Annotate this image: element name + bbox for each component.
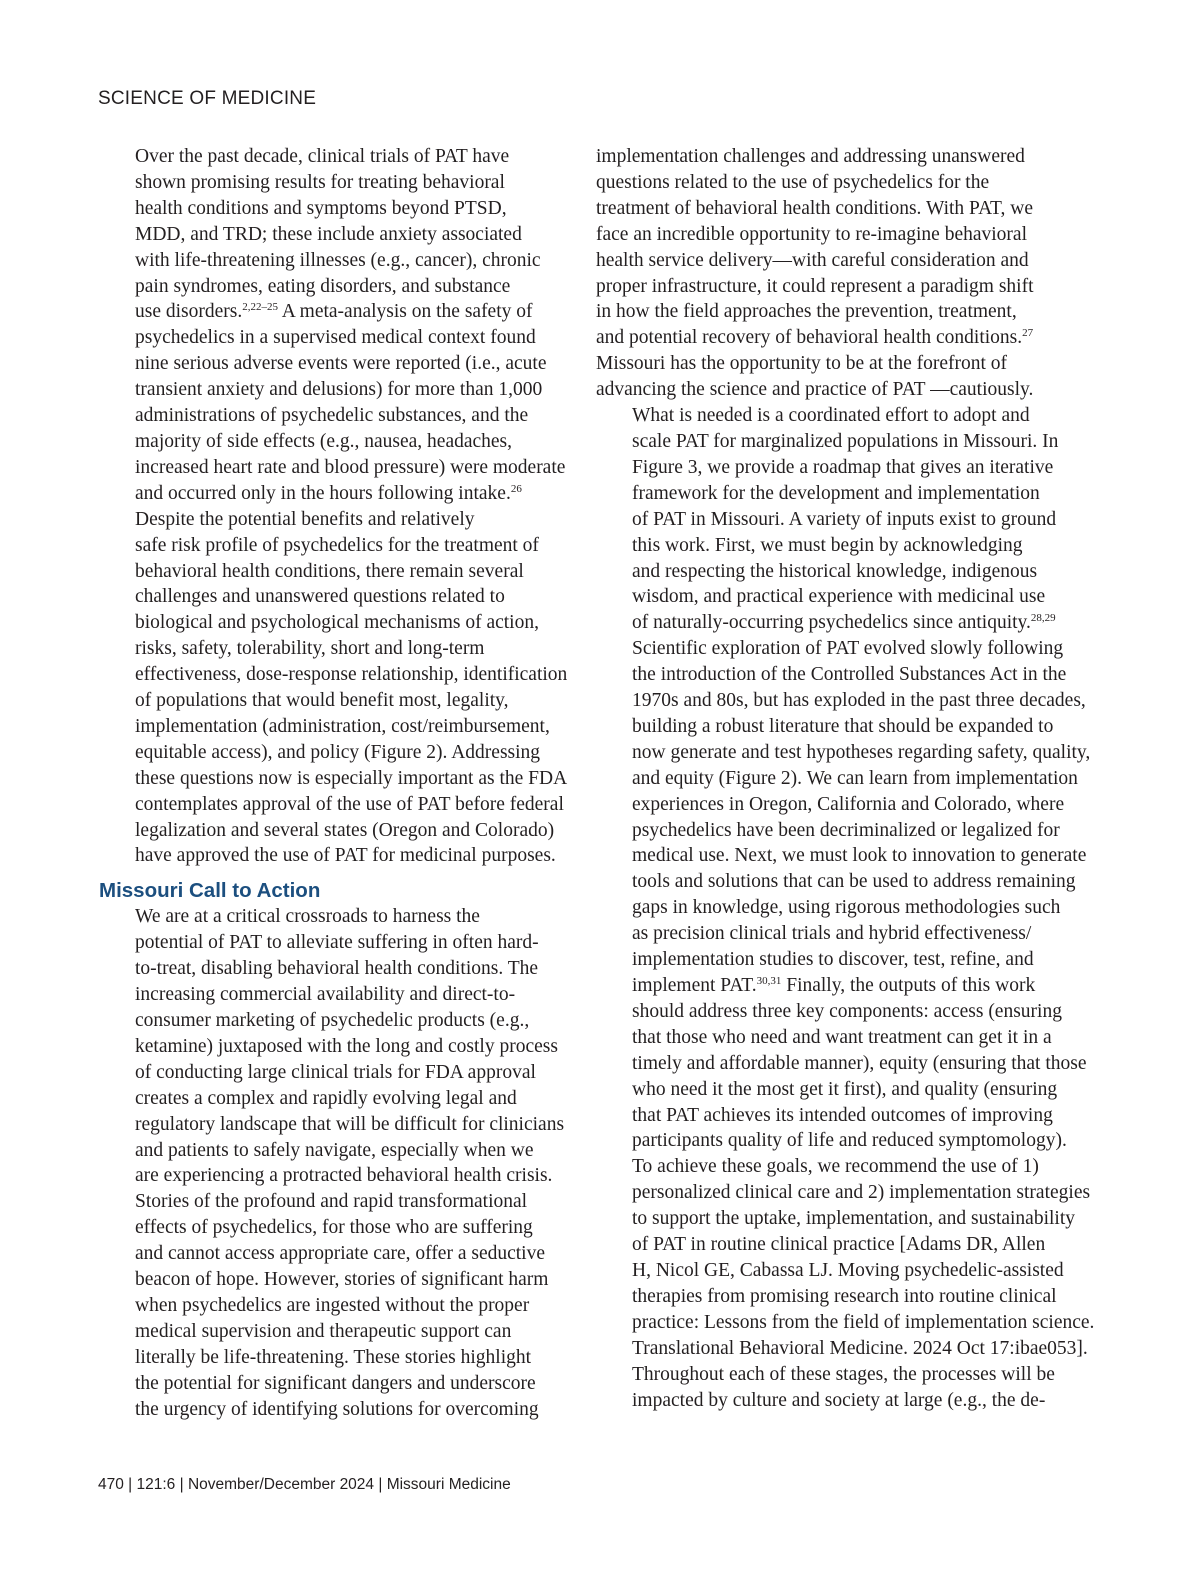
citation-superscript: 30,31 <box>756 975 782 987</box>
text-line: the potential for significant dangers and underscore <box>135 1372 536 1394</box>
text-fragment: and occurred only in the hours following intake. <box>135 482 511 504</box>
footer-separator: | <box>175 1476 188 1493</box>
text-line: to support the uptake, implementation, and sustainability <box>632 1208 1076 1230</box>
text-line: when psychedelics are ingested without the proper <box>135 1294 530 1316</box>
section-header: SCIENCE OF MEDICINE <box>98 88 317 109</box>
text-line <box>596 610 1101 636</box>
issue-number: 121:6 <box>136 1476 176 1493</box>
text-line: medical supervision and therapeutic support can <box>135 1320 512 1342</box>
text-line <box>596 973 1101 999</box>
paragraph <box>99 507 571 870</box>
text-line: of conducting large clinical trials for FDA approval <box>135 1061 536 1083</box>
text-line: Figure 3, we provide a roadmap that gives an iterative <box>632 456 1054 478</box>
text-line: H, Nicol GE, Cabassa LJ. Moving psychedelic-assisted <box>632 1259 1064 1281</box>
text-line: this work. First, we must begin by acknowledging <box>632 534 1023 556</box>
text-line: increased heart rate and blood pressure) were moderate <box>135 456 566 478</box>
text-line: effects of psychedelics, for those who are suffering <box>135 1217 533 1239</box>
footer-separator: | <box>123 1476 137 1493</box>
text-fragment: and potential recovery of behavioral health conditions. <box>596 327 1023 349</box>
text-line: and equity (Figure 2). We can learn from implementation <box>632 767 1078 789</box>
journal-name: Missouri Medicine <box>386 1476 511 1493</box>
text-line: Despite the potential benefits and relatively <box>135 508 475 530</box>
text-line: gaps in knowledge, using rigorous methodologies such <box>632 897 1061 919</box>
text-line: transient anxiety and delusions) for more than 1,000 <box>135 379 543 401</box>
text-line: now generate and test hypotheses regarding safety, quality, <box>632 741 1091 763</box>
text-line: questions related to the use of psychedelics for the <box>596 171 990 193</box>
text-line: Stories of the profound and rapid transformational <box>135 1191 528 1213</box>
text-fragment: Finally, the outputs of this work <box>781 975 1036 996</box>
text-line: are experiencing a protracted behavioral health crisis. <box>135 1165 553 1187</box>
text-line: building a robust literature that should be expanded to <box>632 715 1054 737</box>
text-line: nine serious adverse events were reported (i.e., acute <box>135 353 547 375</box>
text-line: and respecting the historical knowledge, indigenous <box>632 560 1038 582</box>
text-line: Scientific exploration of PAT evolved slowly following <box>632 638 1064 660</box>
footer-separator: | <box>374 1476 387 1493</box>
paragraph <box>99 904 571 1422</box>
text-line: MDD, and TRD; these include anxiety associated <box>135 223 522 245</box>
text-line: literally be life-threatening. These stories highlight <box>135 1346 532 1368</box>
text-line: health service delivery—with careful consideration and <box>596 249 1029 271</box>
text-line: who need it the most get it first), and quality (ensuring <box>632 1078 1058 1100</box>
paragraph <box>99 144 571 507</box>
text-line: that PAT achieves its intended outcomes of improving <box>632 1104 1053 1126</box>
citation-superscript: 26 <box>510 482 522 495</box>
text-line: with life-threatening illnesses (e.g., cancer), chronic <box>135 249 541 271</box>
text-line: risks, safety, tolerability, short and long-term <box>135 638 485 660</box>
text-line: to-treat, disabling behavioral health conditions. The <box>135 958 539 980</box>
left-column <box>99 144 571 1423</box>
text-line: and cannot access appropriate care, offer a seductive <box>135 1243 546 1265</box>
text-line: We are at a critical crossroads to harness the <box>135 906 480 928</box>
text-line: safe risk profile of psychedelics for the treatment of <box>135 534 539 556</box>
text-line: administrations of psychedelic substances, and the <box>135 405 529 427</box>
text-line: health conditions and symptoms beyond PTSD, <box>135 197 507 219</box>
text-line: shown promising results for treating behavioral <box>135 171 505 193</box>
text-line: behavioral health conditions, there remain several <box>135 560 524 582</box>
text-line: therapies from promising research into routine clinical <box>632 1285 1057 1307</box>
text-line: beacon of hope. However, stories of significant harm <box>135 1269 549 1291</box>
text-line: challenges and unanswered questions related to <box>135 586 505 608</box>
text-line: participants quality of life and reduced symptomology). <box>632 1130 1067 1152</box>
text-fragment: of naturally-occurring psychedelics since antiquity. <box>632 612 1031 634</box>
text-line: as precision clinical trials and hybrid effectiveness/ <box>632 923 1032 945</box>
text-line: creates a complex and rapidly evolving legal and <box>135 1087 517 1109</box>
text-line: pain syndromes, eating disorders, and substance <box>135 275 511 297</box>
text-line: medical use. Next, we must look to innovation to generate <box>632 845 1087 867</box>
text-line: contemplates approval of the use of PAT before federal <box>135 793 564 815</box>
text-line: Translational Behavioral Medicine. 2024 Oct 17:ibae053]. <box>632 1337 1088 1359</box>
text-line: Over the past decade, clinical trials of PAT have <box>135 146 510 167</box>
paragraph <box>596 403 1101 1413</box>
text-line: scale PAT for marginalized populations in Missouri. In <box>632 430 1059 452</box>
page-footer <box>98 1476 511 1494</box>
text-line: impacted by culture and society at large (e.g., the de- <box>632 1389 1046 1411</box>
citation-superscript: 28,29 <box>1030 612 1056 625</box>
text-line: experiences in Oregon, California and Colorado, where <box>632 793 1065 815</box>
text-line: What is needed is a coordinated effort to adopt and <box>632 405 1030 427</box>
text-line: 1970s and 80s, but has exploded in the past three decades, <box>632 690 1086 712</box>
text-line: psychedelics have been decriminalized or legalized for <box>632 819 1060 841</box>
text-line: effectiveness, dose-response relationship, identification <box>135 664 568 686</box>
text-line: regulatory landscape that will be difficult for clinicians <box>135 1113 565 1135</box>
text-line: implementation studies to discover, test, refine, and <box>632 949 1034 971</box>
text-line: increasing commercial availability and direct-to- <box>135 984 516 1006</box>
text-line: treatment of behavioral health conditions. With PAT, we <box>596 197 1033 219</box>
text-line: the urgency of identifying solutions for overcoming <box>135 1398 539 1420</box>
text-line: have approved the use of PAT for medicinal purposes. <box>135 845 556 867</box>
page-number: 470 <box>98 1476 124 1493</box>
text-line: of populations that would benefit most, legality, <box>135 690 509 712</box>
text-line: Throughout each of these stages, the processes will be <box>632 1363 1055 1385</box>
text-line: legalization and several states (Oregon and Colorado) <box>135 819 555 841</box>
text-line: psychedelics in a supervised medical context found <box>135 327 536 349</box>
text-line: tools and solutions that can be used to address remaining <box>632 871 1076 893</box>
right-column <box>596 144 1101 1413</box>
text-line: timely and affordable manner), equity (ensuring that those <box>632 1052 1087 1074</box>
text-line: biological and psychological mechanisms of action, <box>135 612 539 634</box>
text-line: implementation (administration, cost/reimbursement, <box>135 715 550 737</box>
text-line: proper infrastructure, it could represent a paradigm shift <box>596 275 1034 297</box>
text-line: the introduction of the Controlled Substances Act in the <box>632 664 1067 686</box>
text-line <box>596 325 1101 351</box>
text-line <box>99 299 571 325</box>
text-line: To achieve these goals, we recommend the use of 1) <box>632 1156 1039 1178</box>
text-line: that those who need and want treatment can get it in a <box>632 1026 1052 1048</box>
text-line: in how the field approaches the prevention, treatment, <box>596 301 1017 323</box>
text-line: and patients to safely navigate, especially when we <box>135 1139 534 1161</box>
text-line: ketamine) juxtaposed with the long and costly process <box>135 1035 558 1057</box>
text-line: potential of PAT to alleviate suffering in often hard- <box>135 932 539 954</box>
text-line: wisdom, and practical experience with medicinal use <box>632 586 1046 608</box>
text-line: implementation challenges and addressing unanswered <box>596 146 1025 167</box>
text-fragment: use disorders. <box>135 301 243 323</box>
text-fragment: implement PAT. <box>632 975 757 996</box>
text-line: these questions now is especially important as the FDA <box>135 767 568 789</box>
text-line: majority of side effects (e.g., nausea, headaches, <box>135 430 513 452</box>
text-line <box>99 481 571 507</box>
issue-date: November/December 2024 <box>187 1476 375 1493</box>
text-line: advancing the science and practice of PAT —cautiously. <box>596 379 1034 401</box>
text-line: consumer marketing of psychedelic products (e.g., <box>135 1010 530 1031</box>
text-line: of PAT in routine clinical practice [Adams DR, Allen <box>632 1234 1046 1256</box>
text-line: framework for the development and implementation <box>632 482 1040 504</box>
citation-superscript: 2,22–25 <box>242 301 278 314</box>
text-line: equitable access), and policy (Figure 2). Addressing <box>135 741 541 763</box>
text-line: of PAT in Missouri. A variety of inputs exist to ground <box>632 508 1057 530</box>
text-line: should address three key components: access (ensuring <box>632 1000 1062 1022</box>
text-fragment: A meta-analysis on the safety of <box>277 301 533 323</box>
text-line: personalized clinical care and 2) implementation strategies <box>632 1182 1091 1204</box>
text-line: face an incredible opportunity to re-imagine behavioral <box>596 223 1027 245</box>
section-subheading: Missouri Call to Action <box>99 879 321 903</box>
citation-superscript: 27 <box>1022 327 1034 340</box>
text-line: practice: Lessons from the field of implementation science. <box>632 1311 1095 1333</box>
text-line: Missouri has the opportunity to be at the forefront of <box>596 353 1008 375</box>
paragraph <box>596 144 1101 403</box>
